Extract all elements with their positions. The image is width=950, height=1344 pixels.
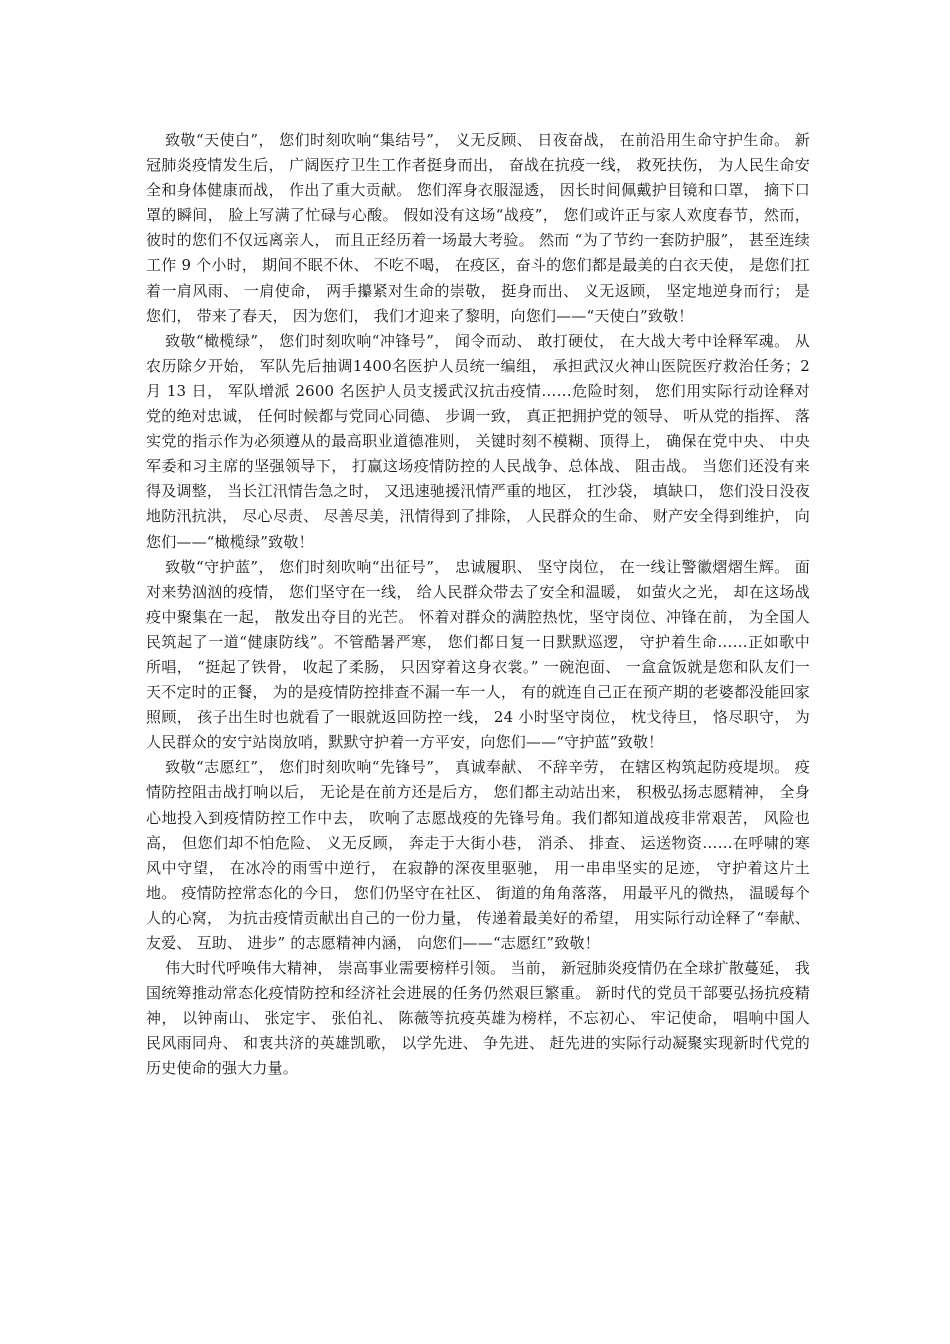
paragraph-ganlanlv: 致敬“橄榄绿”， 您们时刻吹响“冲锋号”， 闻令而动、 敢打硬仗， 在大战大考中诠释军魂。 从农历除夕开始， 军队先后抽调1400名医护人员统一编组， 承担武汉火神山医院医疗救治任务；2 月 13 日， 军队增派 2600 名医护人员支援武汉抗击疫情……危险时刻， 您们用实际行动诠释对党的绝对忠诚， 任何时候都与党同心同德、 步调一致， 真正把拥护党的领导、 听从党的指挥、 落实党的指示作为必须遵从的最高职业道德准则， 关键时刻不模糊、顶得上， 确保在党中央、 中央军委和习主席的坚强领导下， 打赢这场疫情防控的人民战争、总体战、 阻击战。 当您们还没有来得及调整， 当长江汛情告急之时， 又迅速驰援汛情严重的地区， 扛沙袋， 填缺口， 您们没日没夜地防汛抗洪， 尽心尽责、 尽善尽美，汛情得到了排除， 人民群众的生命、 财产安全得到维护， 向您们——“橄榄绿”致敬！ bbox=[146, 331, 810, 551]
paragraph-tianshibai: 致敬“天使白”， 您们时刻吹响“集结号”， 义无反顾、 日夜奋战， 在前沿用生命守护生命。 新冠肺炎疫情发生后， 广阔医疗卫生工作者挺身而出， 奋战在抗疫一线， 救死扶伤， 为人民生命安全和身体健康而战， 作出了重大贡献。 您们浑身衣服湿透， 因长时间佩戴护目镜和口罩， 摘下口罩的瞬间， 脸上写满了忙碌与心酸。 假如没有这场“战疫”， 您们或许正与家人欢度春节，然而， 彼时的您们不仅远离亲人， 而且正经历着一场最大考验。 然而 “为了节约一套防护服”， 甚至连续工作 9 个小时， 期间不眠不休、 不吃不喝， 在疫区，奋斗的您们都是最美的白衣天使， 是您们扛着一肩风雨、 一肩使命， 两手攥紧对生命的崇敬， 挺身而出、 义无返顾， 坚定地逆身而行； 是您们， 带来了春天， 因为您们， 我们才迎来了黎明，向您们——“天使白”致敬！ bbox=[146, 131, 810, 325]
paragraph-shouhulan: 致敬“守护蓝”， 您们时刻吹响“出征号”， 忠诚履职、 坚守岗位， 在一线让警徽熠熠生辉。 面对来势汹汹的疫情， 您们坚守在一线， 给人民群众带去了安全和温暖， 如萤火之光， 却在这场战疫中聚集在一起， 散发出夺目的光芒。 怀着对群众的满腔热忱，坚守岗位、冲锋在前， 为全国人民筑起了一道“健康防线”。不管酷暑严寒， 您们都日复一日默默巡逻， 守护着生命……正如歌中所唱， “挺起了铁骨， 收起了柔肠， 只因穿着这身衣裳。” 一碗泡面、 一盒盒饭就是您和队友们一天不定时的正餐， 为的是疫情防控排查不漏一车一人， 有的就连自己正在预产期的老婆都没能回家照顾， 孩子出生时也就看了一眼就返回防控一线， 24 小时坚守岗位， 枕戈待旦， 恪尽职守， 为人民群众的安宁站岗放哨，默默守护着一方平安，向您们——“守护蓝”致敬！ bbox=[146, 557, 810, 752]
document-body bbox=[146, 128, 810, 1082]
paragraph-conclusion: 伟大时代呼唤伟大精神， 崇高事业需要榜样引领。 当前， 新冠肺炎疫情仍在全球扩散蔓延， 我国统筹推动常态化疫情防控和经济社会进展的任务仍然艰巨繁重。 新时代的党员干部要弘扬抗疫精神， 以钟南山、 张定宇、 张伯礼、 陈薇等抗疫英雄为榜样，不忘初心、 牢记使命， 唱响中国人民风雨同舟、 和衷共济的英雄凯歌， 以学先进、 争先进、 赶先进的实际行动凝聚实现新时代党的历史使命的强大力量。 bbox=[146, 959, 810, 1078]
paragraph-zhiyuanhong: 致敬“志愿红”， 您们时刻吹响“先锋号”， 真诚奉献、 不辞辛劳， 在辖区构筑起防疫堤坝。 疫情防控阻击战打响以后， 无论是在前方还是后方， 您们都主动站出来， 积极弘扬志愿精神， 全身心地投入到疫情防控工作中去， 吹响了志愿战疫的先锋号角。我们都知道战疫非常艰苦， 风险也高， 但您们却不怕危险、 义无反顾， 奔走于大街小巷， 消杀、 排查、 运送物资……在呼啸的寒风中守望， 在冰冷的雨雪中逆行， 在寂静的深夜里驱驰， 用一串串坚实的足迹， 守护着这片土地。 疫情防控常态化的今日， 您们仍坚守在社区、 街道的角角落落， 用最平凡的微热， 温暖每个人的心窝， 为抗击疫情贡献出自己的一份力量， 传递着最美好的希望， 用实际行动诠释了“奉献、 友爱、 互助、 进步” 的志愿精神内涵， 向您们——“志愿红”致敬！ bbox=[146, 758, 810, 952]
